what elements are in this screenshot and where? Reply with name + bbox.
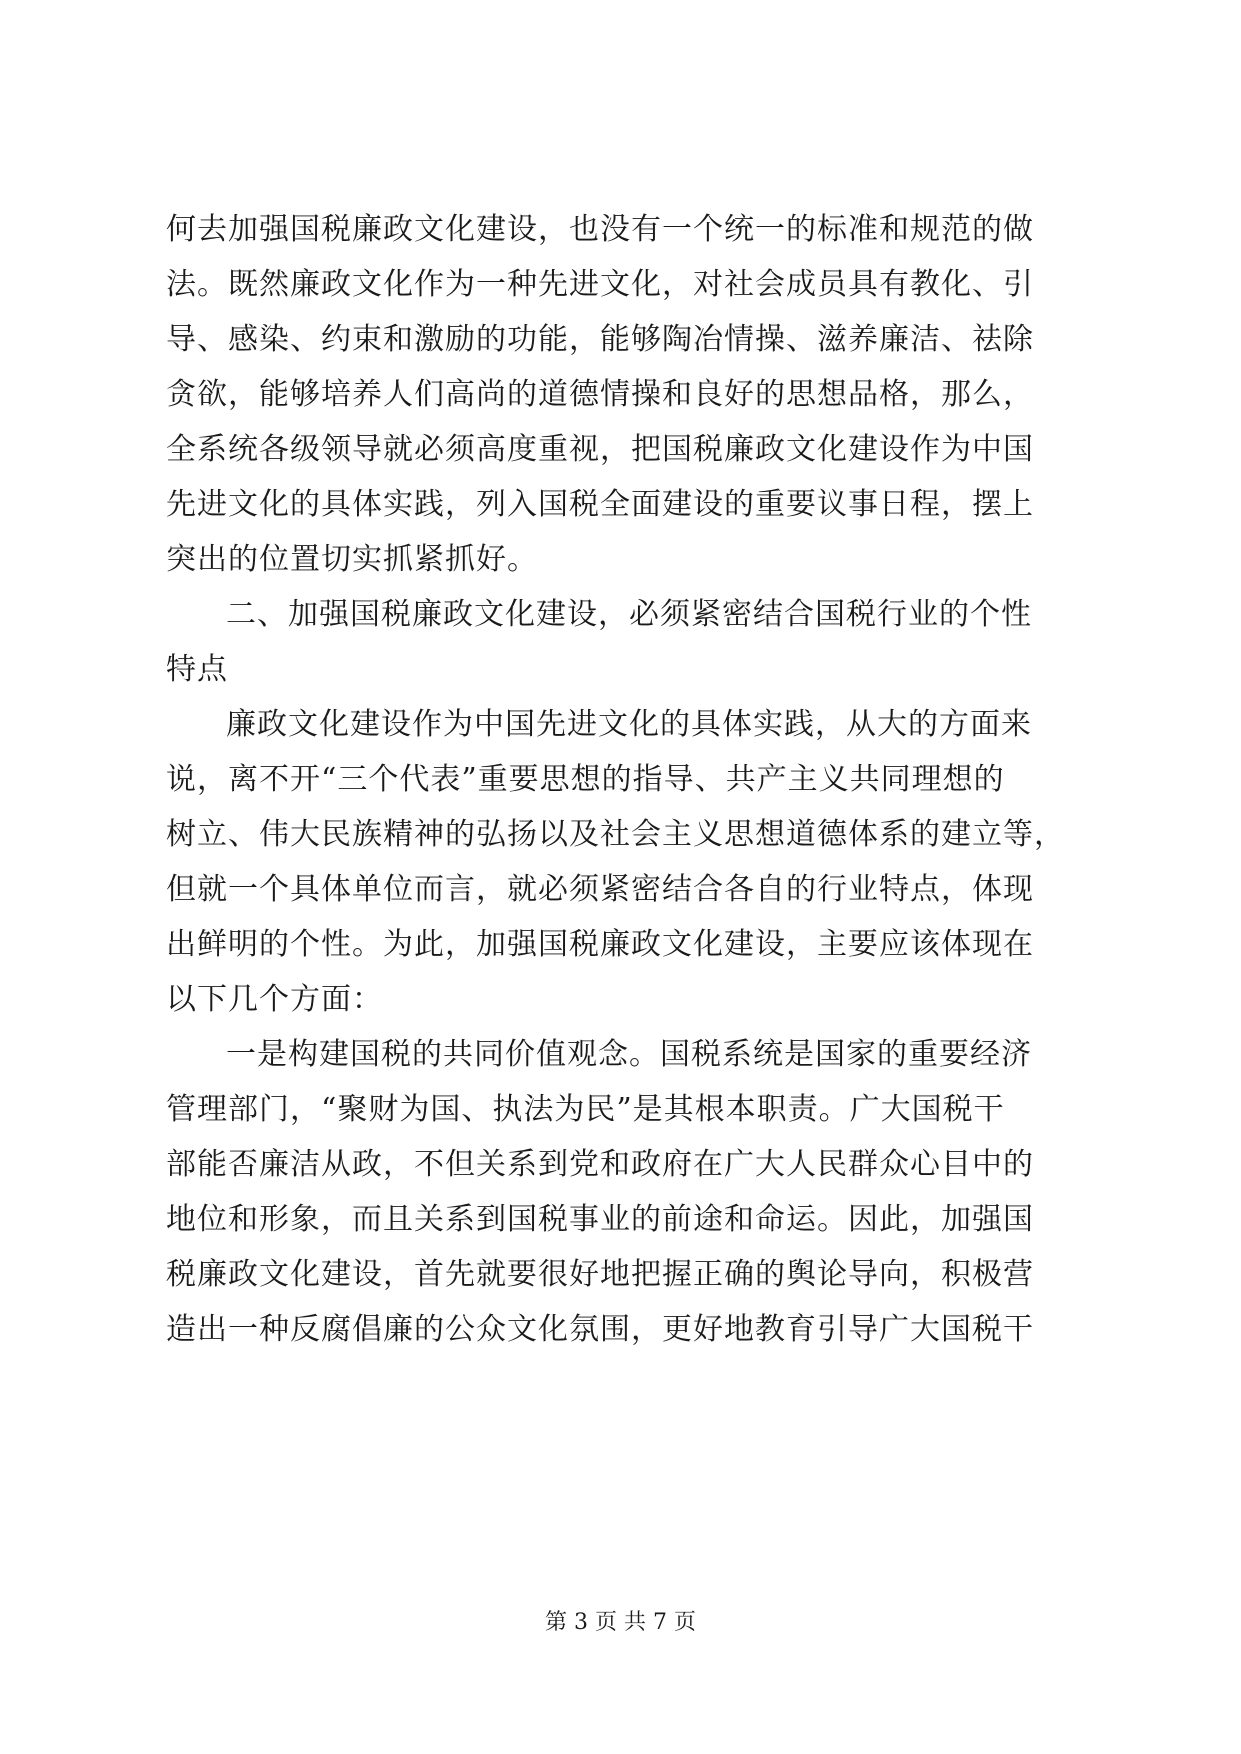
section-heading-cont: 特点 [166,652,228,687]
page-number-footer: 第 3 页 共 7 页 [545,1610,696,1635]
text-line: 但就一个具体单位而言，就必须紧密结合各自的行业特点，体现 [166,872,1034,907]
text-line: 廉政文化建设作为中国先进文化的具体实践，从大的方面来 [226,707,1032,742]
text-line: 全系统各级领导就必须高度重视，把国税廉政文化建设作为中国 [166,432,1034,467]
text-line: 造出一种反腐倡廉的公众文化氛围，更好地教育引导广大国税干 [166,1312,1034,1347]
section-heading: 二、加强国税廉政文化建设，必须紧密结合国税行业的个性 [226,597,1032,632]
text-line: 先进文化的具体实践，列入国税全面建设的重要议事日程，摆上 [166,487,1034,522]
text-line: 突出的位置切实抓紧抓好。 [166,542,538,577]
text-line: 部能否廉洁从政，不但关系到党和政府在广大人民群众心目中的 [166,1147,1034,1182]
text-line: 贪欲，能够培养人们高尚的道德情操和良好的思想品格，那么， [166,377,1034,412]
text-line: 一是构建国税的共同价值观念。国税系统是国家的重要经济 [226,1037,1032,1072]
text-line: 法。既然廉政文化作为一种先进文化，对社会成员具有教化、引 [166,267,1034,302]
text-line: 出鲜明的个性。为此，加强国税廉政文化建设，主要应该体现在 [166,927,1034,962]
text-line: 何去加强国税廉政文化建设，也没有一个统一的标准和规范的做 [166,212,1034,247]
text-line: 树立、伟大民族精神的弘扬以及社会主义思想道德体系的建立等， [166,817,1065,852]
text-line: 地位和形象，而且关系到国税事业的前途和命运。因此，加强国 [166,1202,1034,1237]
text-line: 导、感染、约束和激励的功能，能够陶冶情操、滋养廉洁、祛除 [166,322,1034,357]
text-line: 管理部门，“聚财为国、执法为民”是其根本职责。广大国税干 [166,1092,1005,1127]
text-line: 税廉政文化建设，首先就要很好地把握正确的舆论导向，积极营 [166,1257,1034,1292]
text-line: 以下几个方面： [166,982,383,1017]
text-line: 说，离不开“三个代表”重要思想的指导、共产主义共同理想的 [166,762,1005,797]
